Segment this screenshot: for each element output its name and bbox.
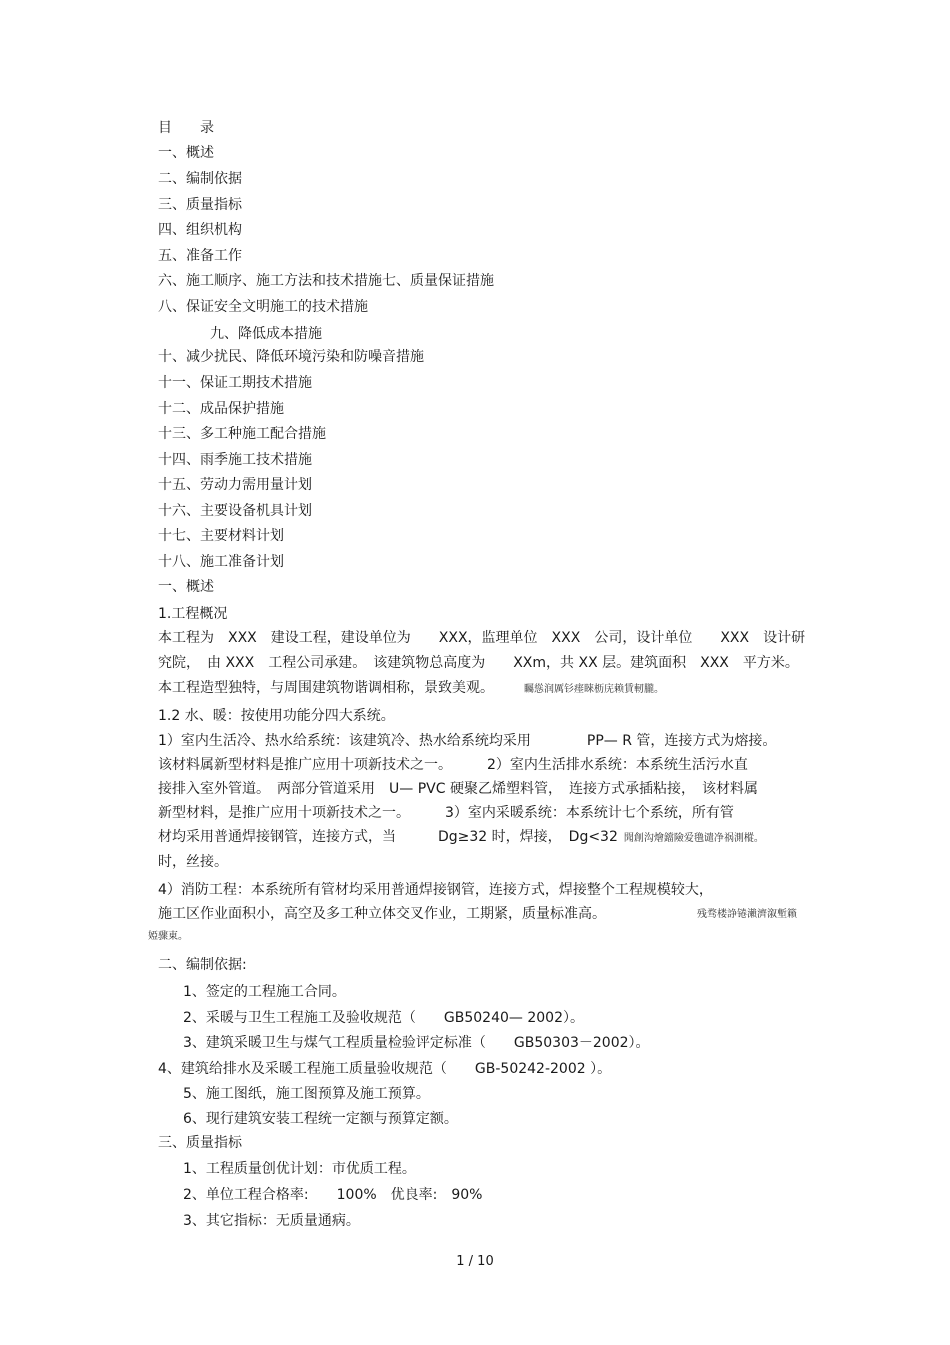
toc-title: 目 录 [158,120,214,136]
paragraph-line: 4）消防工程：本系统所有管材均采用普通焊接钢管，连接方式，焊接整个工程规模较大， [158,882,713,898]
paragraph-text: 材均采用普通焊接钢管，连接方式，当 Dg≥32 时，焊接， Dg<32 [158,829,618,845]
toc-item: 三、质量指标 [158,197,242,213]
toc-item: 二、编制依据 [158,171,242,187]
paragraph-line: 时，丝接。 [158,854,228,870]
paragraph-line: 该材料属新型材料是推广应用十项新技术之一。 2）室内生活排水系统：本系统生活污水直 [158,757,748,773]
paragraph-line [158,681,664,695]
toc-item: 十八、施工准备计划 [158,554,284,570]
toc-item: 四、组织机构 [158,222,242,238]
garbled-text: 聞創沟燴鐺險爱氇谴净祸測樅。 [623,833,764,844]
paragraph-line: 本工程为 XXX 建设工程，建设单位为 XXX，监理单位 XXX 公司，设计单位 XXX 设计研 [158,630,806,646]
subsection-heading: 1.2 水、暖：按使用功能分四大系统。 [158,708,395,724]
toc-item: 十一、保证工期技术措施 [158,375,312,391]
paragraph-line: 新型材料，是推广应用十项新技术之一。 3）室内采暖系统：本系统计七个系统，所有管 [158,805,734,821]
section-heading: 二、编制依据: [158,957,247,973]
toc-item: 十、减少扰民、降低环境污染和防噪音措施 [158,349,424,365]
list-item: 6、现行建筑安装工程统一定额与预算定额。 [183,1111,458,1127]
list-item: 1、工程质量创优计划：市优质工程。 [183,1161,416,1177]
toc-item: 十二、成品保护措施 [158,401,284,417]
page-number: 1 / 10 [456,1254,494,1269]
toc-item: 九、降低成本措施 [210,326,322,342]
toc-item: 八、保证安全文明施工的技术措施 [158,299,368,315]
paragraph-line: 究院， 由 XXX 工程公司承建。 该建筑物总高度为 XXm，共 XX 层。建筑面积 XXX 平方米。 [158,655,799,671]
garbled-text: 婭骤東。 [148,931,188,942]
toc-item: 一、概述 [158,145,214,161]
list-item: 2、采暖与卫生工程施工及验收规范（ GB50240— 2002）。 [183,1010,584,1026]
toc-item: 十三、多工种施工配合措施 [158,426,326,442]
list-item: 5、施工图纸，施工图预算及施工预算。 [183,1086,430,1102]
list-item: 4、建筑给排水及采暖工程施工质量验收规范（ GB-50242-2002 ）。 [158,1061,612,1077]
list-item: 2、单位工程合格率: 100% 优良率: 90% [183,1187,483,1203]
garbled-text: 矚慫润厲钐瘗睞枥庑赖賃軔朧。 [524,684,664,695]
toc-item: 十五、劳动力需用量计划 [158,477,312,493]
section-heading: 一、概述 [158,579,214,595]
toc-item: 十六、主要设备机具计划 [158,503,312,519]
toc-item: 十四、雨季施工技术措施 [158,452,312,468]
toc-item: 六、施工顺序、施工方法和技术措施七、质量保证措施 [158,273,494,289]
toc-item: 五、准备工作 [158,248,242,264]
paragraph-line: 1）室内生活冷、热水给系统：该建筑冷、热水给系统均采用 PP— R 管，连接方式为熔接。 [158,733,777,749]
toc-item: 十七、主要材料计划 [158,528,284,544]
paragraph-line [158,830,764,844]
list-item: 3、建筑采暖卫生与煤气工程质量检验评定标准（ GB50303－2002）。 [183,1035,650,1051]
subsection-heading: 1.工程概况 [158,606,228,622]
garbled-text: 残骛楼諍锩瀨濟溆塹籟 [697,909,797,920]
paragraph-line: 接排入室外管道。 两部分管道采用 U— PVC 硬聚乙烯塑料管， 连接方式承插粘接， 该材料属 [158,781,758,797]
paragraph-line: 施工区作业面积小，高空及多工种立体交叉作业，工期紧，质量标准高。 [158,906,606,922]
section-heading: 三、质量指标 [158,1135,242,1151]
paragraph-text: 本工程造型独特，与周围建筑物谐调相称，景致美观。 [158,680,494,696]
list-item: 3、其它指标：无质量通病。 [183,1213,360,1229]
list-item: 1、签定的工程施工合同。 [183,984,346,1000]
